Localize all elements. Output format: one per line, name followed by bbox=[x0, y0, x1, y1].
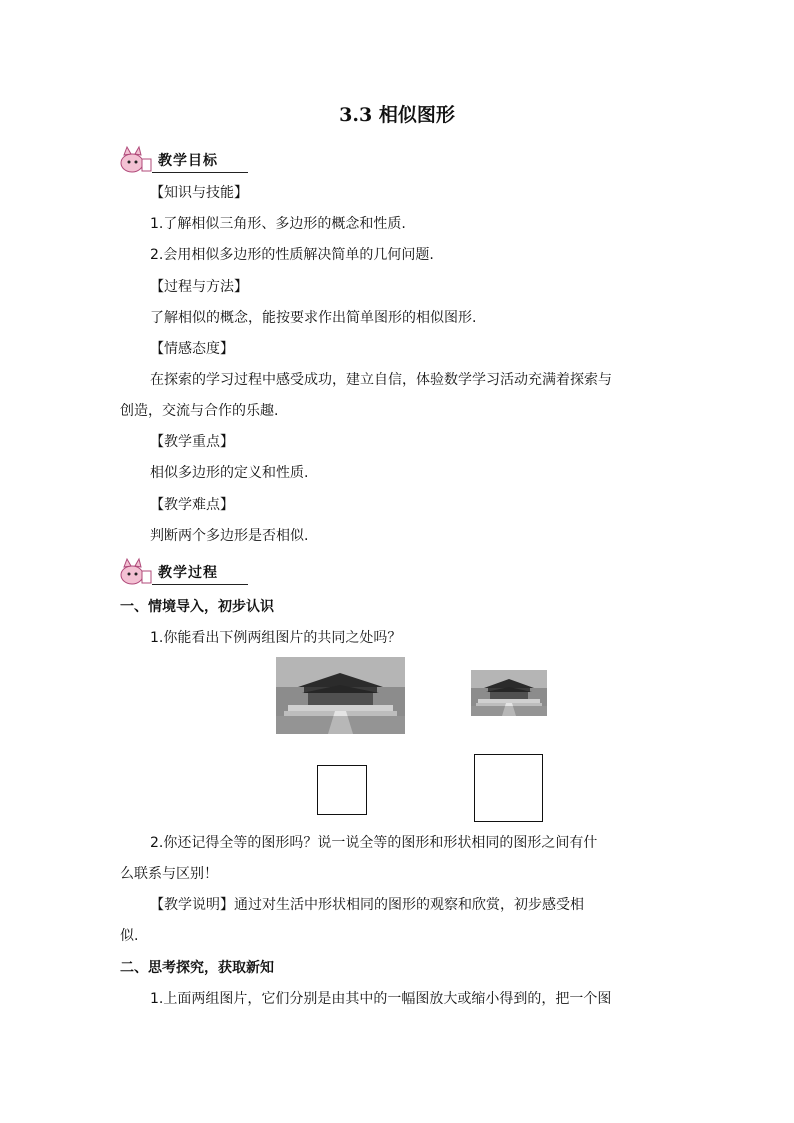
knowledge-item-2: 2.会用相似多边形的性质解决简单的几何问题. bbox=[150, 247, 434, 263]
section-underline bbox=[152, 584, 248, 585]
palace-photo-large bbox=[276, 657, 405, 734]
square-small bbox=[317, 765, 367, 815]
attitude-item-line-2: 创造，交流与合作的乐趣. bbox=[120, 403, 279, 419]
step-1-question-2-line-2: 么联系与区别！ bbox=[120, 866, 218, 882]
step-1-question-1: 1.你能看出下例两组图片的共同之处吗？ bbox=[150, 630, 402, 646]
square-large bbox=[474, 754, 543, 822]
step-2-heading: 二、思考探究，获取新知 bbox=[120, 960, 274, 976]
process-heading: 【过程与方法】 bbox=[150, 279, 248, 295]
page-title: 3.3 相似图形 bbox=[339, 104, 455, 126]
key-point-item: 相似多边形的定义和性质. bbox=[150, 465, 309, 481]
knowledge-heading: 【知识与技能】 bbox=[150, 185, 248, 201]
section-underline bbox=[152, 172, 248, 173]
attitude-heading: 【情感态度】 bbox=[150, 341, 234, 357]
process-item-1: 了解相似的概念，能按要求作出简单图形的相似图形. bbox=[150, 310, 477, 326]
teaching-note-line-2: 似. bbox=[120, 928, 139, 944]
difficulty-item: 判断两个多边形是否相似. bbox=[150, 528, 309, 544]
section-badge-process bbox=[118, 557, 248, 587]
mascot-icon bbox=[118, 557, 154, 587]
section-label: 教学目标 bbox=[158, 153, 218, 169]
step-1-question-2-line-1: 2.你还记得全等的图形吗？说一说全等的图形和形状相同的图形之间有什 bbox=[150, 835, 598, 851]
section-label: 教学过程 bbox=[158, 565, 218, 581]
section-badge-goals bbox=[118, 145, 248, 175]
palace-photo-small bbox=[471, 670, 547, 716]
step-2-paragraph-1: 1.上面两组图片，它们分别是由其中的一幅图放大或缩小得到的，把一个图 bbox=[150, 991, 612, 1007]
knowledge-item-1: 1.了解相似三角形、多边形的概念和性质. bbox=[150, 216, 406, 232]
attitude-item-line-1: 在探索的学习过程中感受成功，建立自信，体验数学学习活动充满着探索与 bbox=[150, 372, 612, 388]
step-1-heading: 一、情境导入，初步认识 bbox=[120, 599, 274, 615]
difficulty-heading: 【教学难点】 bbox=[150, 497, 234, 513]
mascot-icon bbox=[118, 145, 154, 175]
teaching-note-line-1: 【教学说明】通过对生活中形状相同的图形的观察和欣赏，初步感受相 bbox=[150, 897, 584, 913]
key-point-heading: 【教学重点】 bbox=[150, 434, 234, 450]
